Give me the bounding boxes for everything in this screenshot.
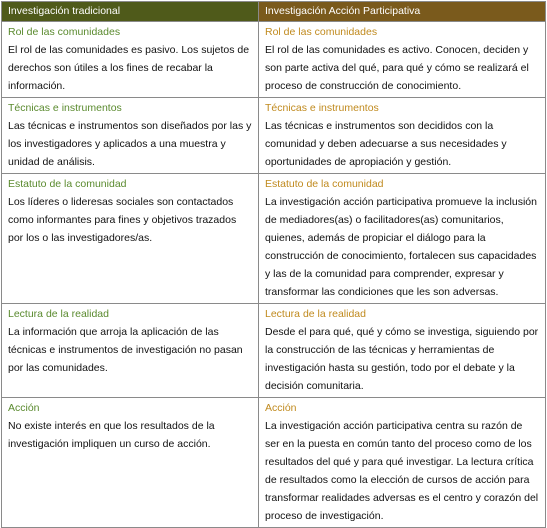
row-text: Las técnicas e instrumentos son diseñados por las y los investigadores y aplicados a una muestra y unidad de análisis. [8, 120, 252, 168]
cell-participatory [259, 398, 546, 528]
cell-participatory [259, 304, 546, 398]
row-label: Rol de las comunidades [8, 26, 121, 38]
row-label: Técnicas e instrumentos [8, 102, 122, 114]
comparison-table [1, 1, 546, 528]
row-text: El rol de las comunidades es pasivo. Los sujetos de derechos son útiles a los fines de recabar la información. [8, 44, 250, 92]
table-header-row [2, 2, 546, 22]
table-row [2, 98, 546, 174]
row-label: Estatuto de la comunidad [8, 178, 127, 190]
row-label: Lectura de la realidad [8, 308, 109, 320]
header-traditional: Investigación tradicional [2, 2, 259, 22]
row-text: La información que arroja la aplicación de las técnicas e instrumentos de investigación no pasan por las comunidades. [8, 326, 243, 374]
row-label: Técnicas e instrumentos [265, 102, 379, 114]
row-label: Rol de las comunidades [265, 26, 378, 38]
cell-traditional [2, 98, 259, 174]
row-text: Las técnicas e instrumentos son decididos con la comunidad y deben adecuarse a sus necesidades y oportunidades de apropiación y gestión. [265, 120, 507, 168]
header-participatory: Investigación Acción Participativa [259, 2, 546, 22]
cell-traditional [2, 22, 259, 98]
row-text: El rol de las comunidades es activo. Conocen, deciden y son parte activa del qué, para qué y cómo se realizará el proceso de construcción de conocimiento. [265, 44, 529, 92]
table-row [2, 398, 546, 528]
table-row [2, 22, 546, 98]
row-label: Lectura de la realidad [265, 308, 366, 320]
row-text: La investigación acción participativa centra su razón de ser en la puesta en común tanto del proceso como de los resultados del qué y para qué investigar. La lectura crítica de resultados como la elección de cursos de acción para transformar realidades adversas es el centro y corazón del proceso de investigación. [265, 420, 539, 522]
row-text: Los líderes o lideresas sociales son contactados como informantes para fines y objetivos trazados por los o las investigadores/as. [8, 196, 237, 244]
row-label: Estatuto de la comunidad [265, 178, 384, 190]
row-text: Desde el para qué, qué y cómo se investiga, siguiendo por la construcción de las técnicas y herramientas de investigación hasta su gestión, todo por el debate y la decisión comunitaria. [265, 326, 539, 392]
row-text: La investigación acción participativa promueve la inclusión de mediadores(as) o facilitadores(as) comunitarios, quienes, además de propiciar el diálogo para la construcción de conocimiento, fortalecen sus capacidades y las de la comunidad para comprender, expresar y transformar las condiciones que les son adversas. [265, 196, 537, 298]
cell-traditional [2, 304, 259, 398]
cell-participatory [259, 174, 546, 304]
cell-participatory [259, 98, 546, 174]
table-row [2, 174, 546, 304]
row-label: Acción [8, 402, 40, 414]
cell-participatory [259, 22, 546, 98]
cell-traditional [2, 398, 259, 528]
cell-traditional [2, 174, 259, 304]
table-row [2, 304, 546, 398]
row-label: Acción [265, 402, 297, 414]
row-text: No existe interés en que los resultados de la investigación impliquen un curso de acción. [8, 420, 215, 450]
